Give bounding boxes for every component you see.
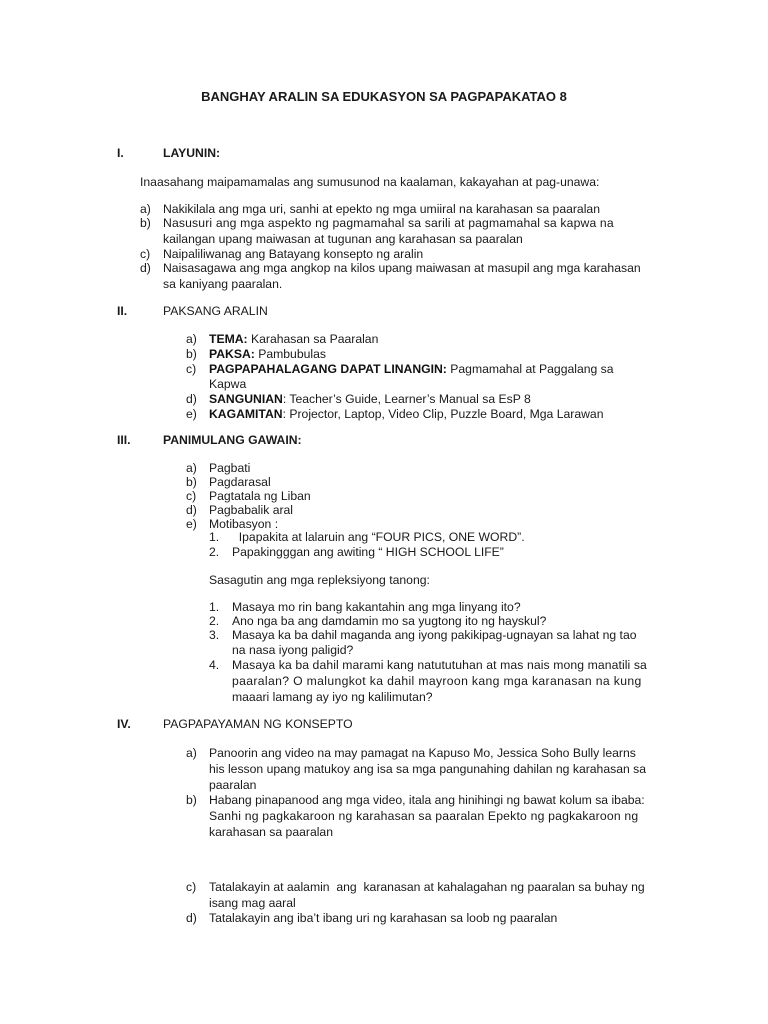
konsepto-a-text-1: Panoorin ang video na may pamagat na Kapuso Mo, Jessica Soho Bully learns [209,746,636,760]
paksa-b-label: b) [186,347,197,361]
gawain-d-text: Pagbabalik aral [209,503,294,517]
gawain-e-label: e) [186,517,197,531]
paksa-a-label: a) [186,332,197,346]
objective-d-text-1: Naisasagawa ang mga angkop na kilos upang maiwasan at masupil ang mga karahasan [163,261,641,275]
paksa-c-label: c) [186,362,197,376]
gawain-b-text: Pagdarasal [209,475,271,489]
konsepto-b-label: b) [186,793,197,807]
motibasyon-2-label: 2. [209,545,220,559]
page-title: BANGHAY ARALIN SA EDUKASYON SA PAGPAPAKATAO 8 [201,89,567,104]
objective-b-text-1: Nasusuri ang mga aspekto ng pagmamahal sa sarili at pagmamahal sa kapwa na [163,216,614,230]
konsepto-c-text-1: Tatalakayin at aalamin ang karanasan at kahalagahan ng paaralan sa buhay ng [209,880,645,894]
question-2-label: 2. [209,614,220,628]
konsepto-b-text-2: Sanhi ng pagkakaroon ng karahasan sa paaralan Epekto ng pagkakaroon ng [209,809,639,823]
tema-value: Karahasan sa Paaralan [247,332,379,346]
kagamitan-value: : Projector, Laptop, Video Clip, Puzzle Board, Mga Larawan [282,407,604,421]
gawain-c-label: c) [186,489,197,503]
konsepto-c-label: c) [186,880,197,894]
objective-d-label: d) [140,261,151,275]
section-3-heading: PANIMULANG GAWAIN: [163,433,302,447]
konsepto-a-text-2: his lesson upang matukoy ang isa sa mga pangunahing dahilan ng karahasan sa [209,762,647,776]
objective-c-label: c) [140,247,151,261]
objective-b-label: b) [140,216,151,230]
konsepto-a-label: a) [186,746,197,760]
objective-b-text-2: kailangan upang maiwasan at tugunan ang karahasan sa paaralan [163,232,523,246]
section-4-heading: PAGPAPAYAMAN NG KONSEPTO [163,717,353,731]
question-4-label: 4. [209,658,220,672]
paksa-b-text [209,347,326,361]
question-4-text-2: paaralan? O malungkot ka dahil mayroon kang mga karanasan na kung [232,674,642,688]
pagpapahalaga-value: Pagmamahal at Paggalang sa [446,362,614,376]
question-2-text: Ano nga ba ang damdamin mo sa yugtong ito ng hayskul? [232,614,547,628]
section-1-heading: LAYUNIN: [163,146,221,160]
pagpapahalaga-key: PAGPAPAHALAGANG DAPAT LINANGIN: [209,362,447,376]
question-3-text-1: Masaya ka ba dahil maganda ang iyong pakikipag-ugnayan sa lahat ng tao [232,628,637,642]
section-2-heading: PAKSANG ARALIN [163,304,268,318]
paksa-a-text [209,332,378,346]
section-2-numeral: II. [117,304,128,318]
question-3-text-2: na nasa iyong paligid? [232,643,354,657]
konsepto-a-text-3: paaralan [209,778,257,792]
section-4-numeral: IV. [117,717,131,731]
gawain-a-label: a) [186,461,197,475]
objective-a-text: Nakikilala ang mga uri, sanhi at epekto ng mga umiiral na karahasan sa paaralan [163,202,600,216]
gawain-c-text: Pagtatala ng Liban [209,489,311,503]
objective-a-label: a) [140,202,151,216]
motibasyon-2-text: Papakingggan ang awiting “ HIGH SCHOOL LIFE” [232,545,504,559]
gawain-a-text: Pagbati [209,461,251,475]
motibasyon-1-text: Ipapakita at lalaruin ang “FOUR PICS, ONE WORD”. [232,530,525,544]
gawain-e-text: Motibasyon : [209,517,279,531]
question-1-label: 1. [209,600,220,614]
question-1-text: Masaya mo rin bang kakantahin ang mga linyang ito? [232,600,521,614]
konsepto-b-text-1: Habang pinapanood ang mga video, itala ang hinihingi ng bawat kolum sa ibaba: [209,793,645,807]
paksa-c-cont: Kapwa [209,377,247,391]
question-3-label: 3. [209,628,220,642]
konsepto-d-label: d) [186,911,197,925]
sangunian-value: : Teacher’s Guide, Learner’s Manual sa EsP 8 [282,392,531,406]
kagamitan-key: KAGAMITAN [209,407,283,421]
paksa-d-label: d) [186,392,197,406]
objective-c-text: Naipaliliwanag ang Batayang konsepto ng aralin [163,247,424,261]
konsepto-c-text-2: isang mag aaral [209,896,296,910]
konsepto-b-text-3: karahasan sa paaralan [209,825,333,839]
gawain-d-label: d) [186,503,197,517]
paksa-c-text [209,362,614,376]
section-1-intro: Inaasahang maipamamalas ang sumusunod na kaalaman, kakayahan at pag-unawa: [140,175,600,189]
gawain-b-label: b) [186,475,197,489]
konsepto-d-text: Tatalakayin ang iba’t ibang uri ng karahasan sa loob ng paaralan [209,911,558,925]
paksa-e-text [209,407,603,421]
section-1-numeral: I. [117,146,124,160]
objective-d-text-2: sa kaniyang paaralan. [163,277,283,291]
paksa-value: Pambubulas [254,347,326,361]
section-3-numeral: III. [117,433,131,447]
motibasyon-1-label: 1. [209,530,220,544]
paksa-key: PAKSA: [209,347,255,361]
paksa-d-text [209,392,531,406]
sangunian-key: SANGUNIAN [209,392,283,406]
question-4-text-3: maaari lamang ay iyo ng kalilimutan? [232,690,433,704]
tema-key: TEMA: [209,332,248,346]
question-4-text-1: Masaya ka ba dahil marami kang natututuhan at mas nais mong manatili sa [232,658,647,672]
paksa-e-label: e) [186,407,197,421]
reflection-prompt: Sasagutin ang mga repleksiyong tanong: [209,573,430,587]
